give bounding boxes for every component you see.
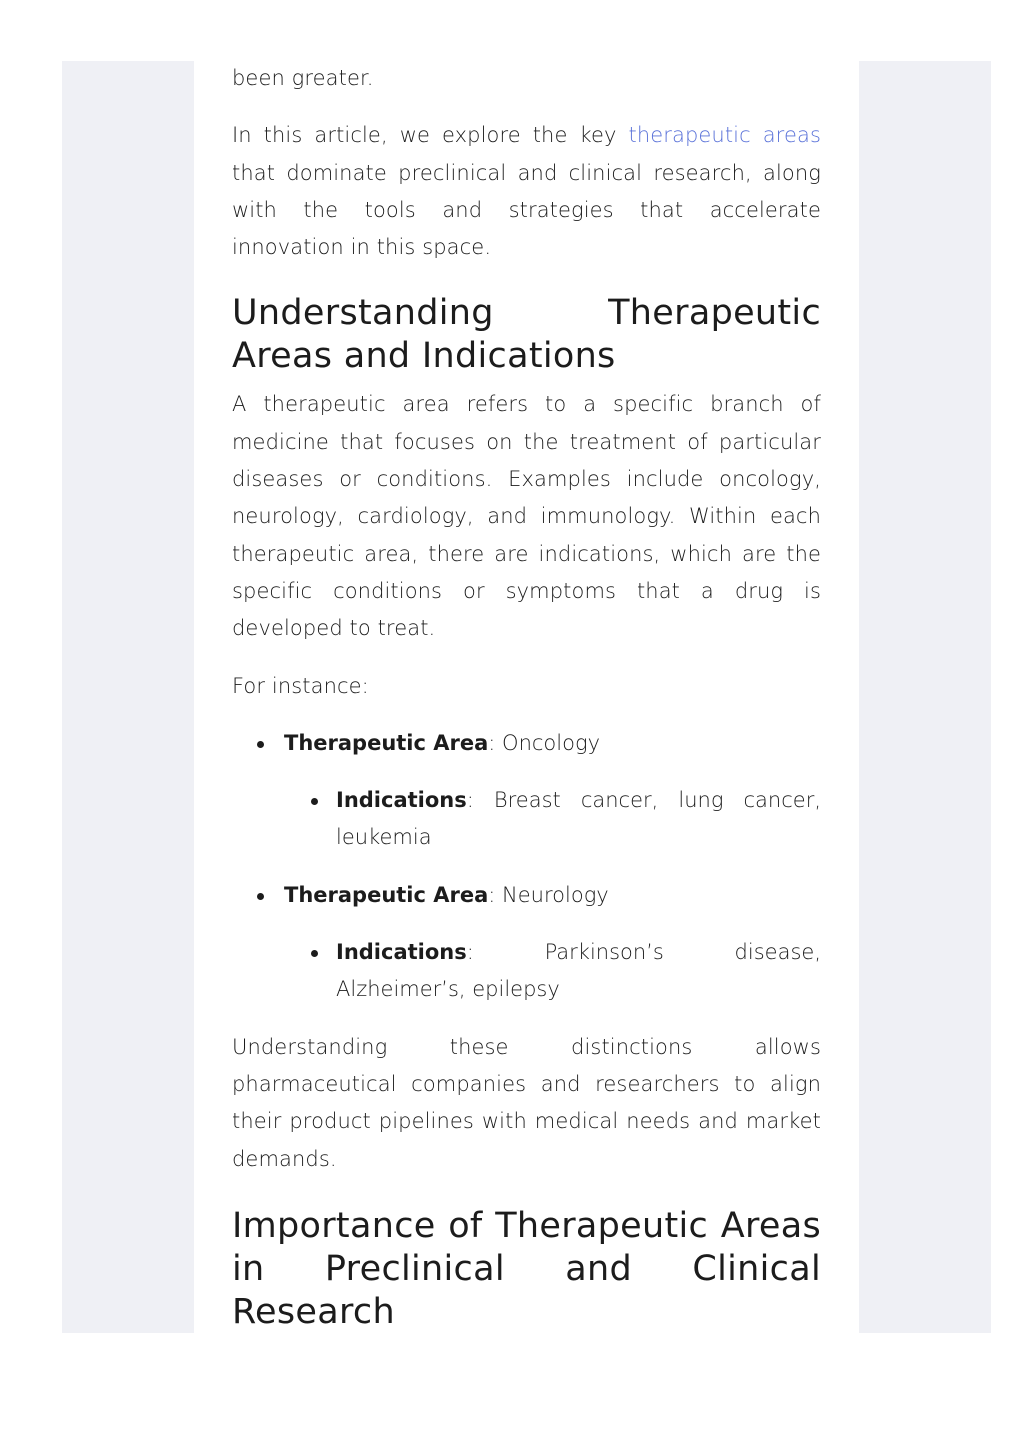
indications-list [284, 782, 821, 857]
therapeutic-area-value: : Oncology [488, 730, 600, 755]
section-heading-importance: Importance of Therapeutic Areas in Preclinical and Clinical Research [232, 1205, 821, 1332]
list-item [232, 877, 821, 1009]
intro-paragraph [232, 117, 821, 266]
therapeutic-area-line [284, 725, 821, 762]
opening-fragment: been greater. [232, 66, 374, 90]
list-item [232, 725, 821, 857]
intro-text-after: that dominate preclinical and clinical research, along with the tools and strategies that accelerate innovation in this space. [232, 160, 821, 260]
indications-label: Indications [336, 940, 467, 965]
left-side-panel [62, 61, 194, 1333]
list-item [284, 934, 821, 1009]
bullet-icon [257, 893, 264, 900]
indications-label: Indications [336, 788, 467, 813]
summary-paragraph: Understanding these distinctions allows pharmaceutical companies and researchers to align their product pipelines with medical needs and market demands. [232, 1034, 821, 1171]
indications-list [284, 934, 821, 1009]
list-item [284, 782, 821, 857]
therapeutic-area-value: : Neurology [488, 882, 609, 907]
therapeutic-areas-link[interactable]: therapeutic areas [628, 123, 821, 148]
therapeutic-area-label: Therapeutic Area [284, 882, 489, 907]
intro-text-before: In this article, we explore the key [232, 123, 629, 148]
bullet-icon [311, 798, 318, 805]
definition-paragraph: A therapeutic area refers to a specific branch of medicine that focuses on the treatment of particular diseases or conditions. Examples include oncology, neurology, cardiology, and immunology. Within each therapeutic area, there are indications, which are the specific conditions or symptoms that a drug is developed to treat. [232, 392, 821, 641]
bullet-icon [257, 741, 264, 748]
therapeutic-area-list [232, 725, 821, 1009]
article-body [232, 60, 821, 1342]
right-side-panel [859, 61, 991, 1333]
for-instance-text: For instance: [232, 673, 369, 698]
therapeutic-area-label: Therapeutic Area [284, 730, 489, 755]
indications-value: : Parkinson’s disease, Alzheimer’s, epilepsy [336, 940, 821, 1002]
therapeutic-area-line [284, 877, 821, 914]
indications-value: : Breast cancer, lung cancer, leukemia [336, 788, 821, 850]
bullet-icon [311, 950, 318, 957]
section-heading-understanding: Understanding Therapeutic Areas and Indications [232, 293, 821, 377]
